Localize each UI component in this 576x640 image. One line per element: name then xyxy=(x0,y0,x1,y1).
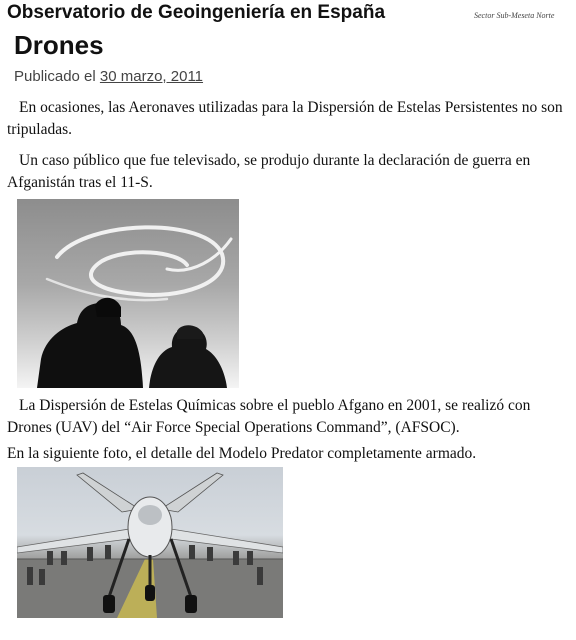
paragraph-4: En la siguiente foto, el detalle del Modelo Predator completamente armado. xyxy=(7,445,477,462)
published-label: Publicado el xyxy=(14,68,100,85)
site-tagline: Sector Sub-Meseta Norte xyxy=(474,11,555,20)
paragraph-2: Un caso público que fue televisado, se produjo durante la declaración de guerra en Afganistán tras el 11-S. xyxy=(7,152,531,191)
site-title[interactable]: Observatorio de Geoingeniería en España xyxy=(7,2,386,23)
paragraph-3: La Dispersión de Estelas Químicas sobre el pueblo Afgano en 2001, se realizó con Drones (UAV) del “Air Force Special Operations Command”, (AFSOC). xyxy=(7,397,531,436)
paragraph-1: En ocasiones, las Aeronaves utilizadas para la Dispersión de Estelas Persistentes no son tripuladas. xyxy=(7,99,563,138)
predator-drone-photo xyxy=(17,467,283,618)
post-date-link[interactable]: 30 marzo, 2011 xyxy=(99,68,204,85)
post-meta xyxy=(14,68,203,85)
contrail-spiral-photo xyxy=(17,199,239,388)
post-title: Drones xyxy=(14,30,104,60)
